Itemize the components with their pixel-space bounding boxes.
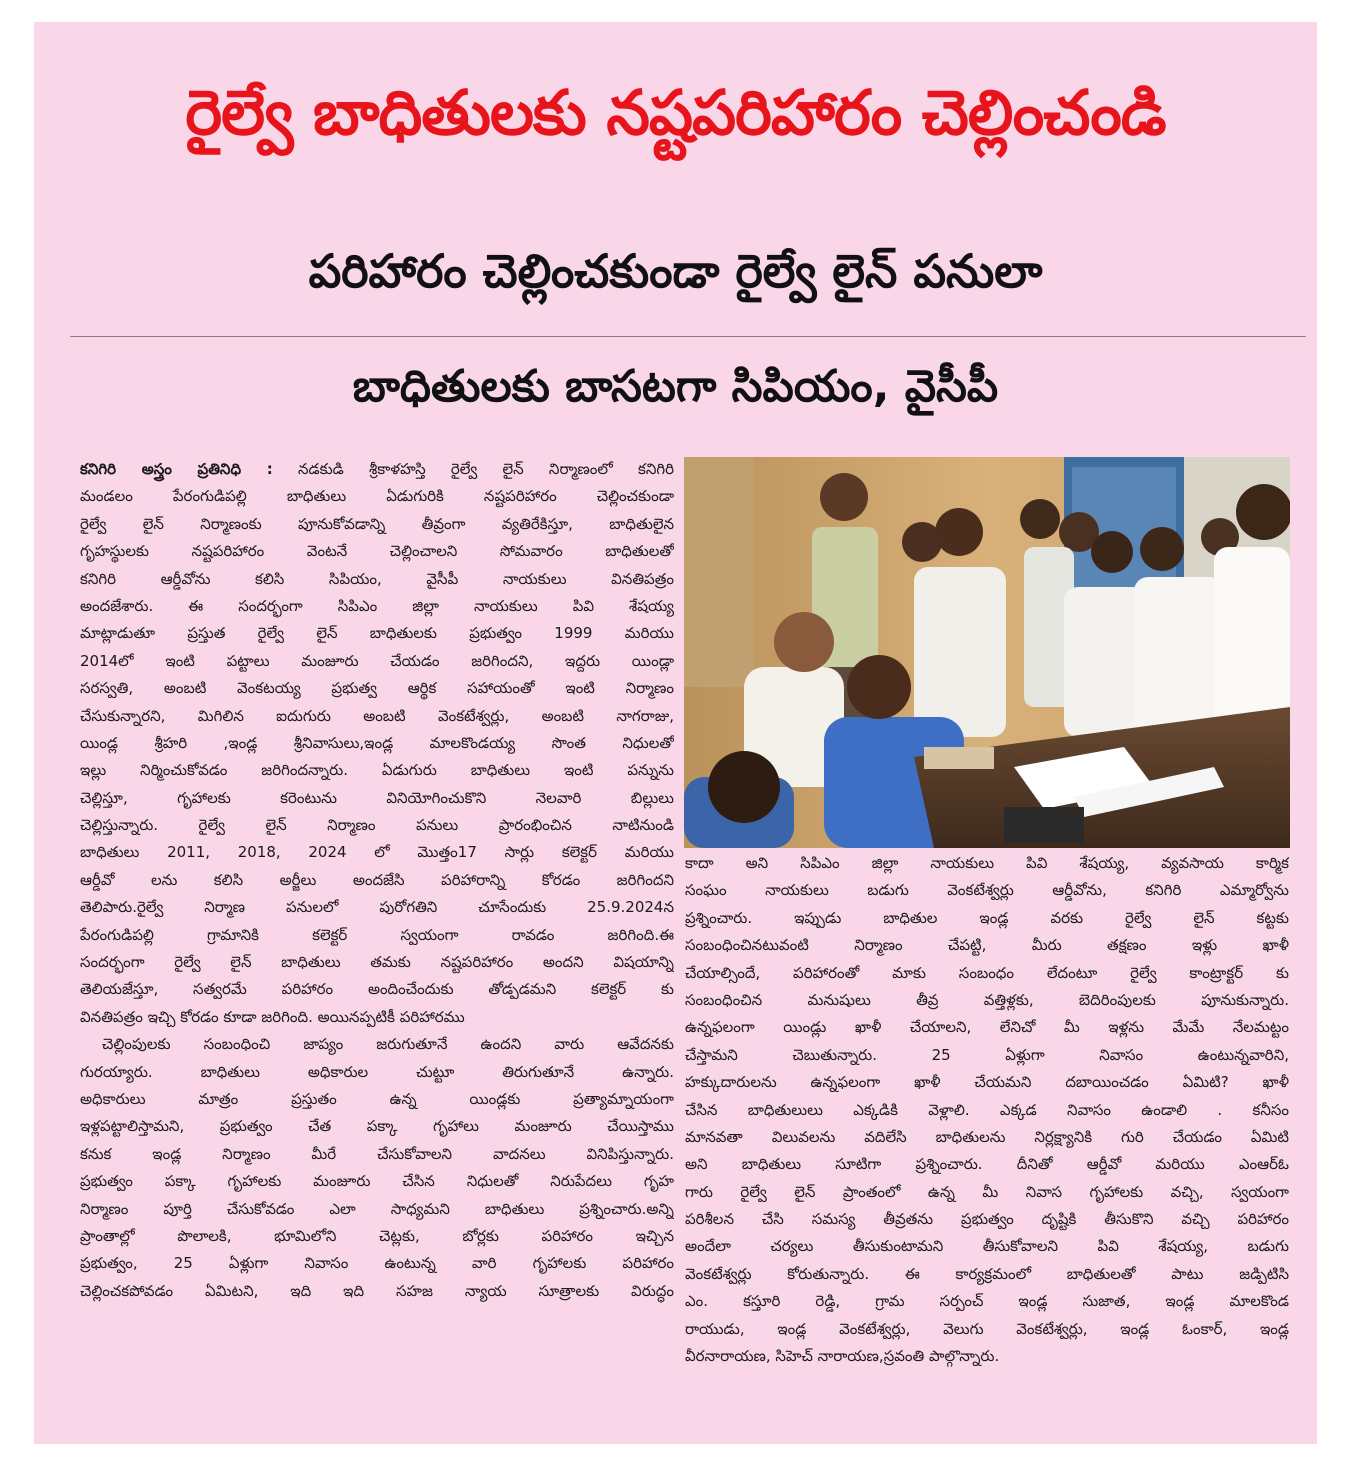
photo-left-wall — [684, 457, 754, 687]
article-line: ప్రశ్నించారు. ఇప్పుడు బాధితుల ఇండ్ల వరకు రైల్వే లైన్ కట్టకు — [685, 908, 1289, 927]
photo-person-head-5 — [1091, 531, 1133, 573]
news-photo — [684, 457, 1290, 848]
article-line: సంబంధించిన మనుషులు తీవ్ర వత్తిళ్లకు, బెదిరింపులకు పూనుకున్నారు. — [685, 990, 1289, 1009]
photo-person-head-9 — [935, 508, 983, 556]
article-line: కాదా అని సిపిఎం జిల్లా నాయకులు పివి శేషయ్య, వ్యవసాయ కార్మిక — [685, 854, 1289, 872]
article-line: యిండ్ల శ్రీహరి ,ఇండ్ల శ్రీనివాసులు,ఇండ్ల మాలకొండయ్య సొంత నిధులతో — [80, 733, 674, 752]
photo-person-head — [820, 473, 868, 521]
article-first-line — [80, 456, 674, 483]
photo-illustration — [684, 457, 1290, 848]
article-line: అందేలా చర్యలు తీసుకుంటామని తీసుకోవాలని పివి శేషయ్య, బడుగు — [685, 1237, 1289, 1256]
article-line: గురయ్యారు. బాధితులు అధికారుల చుట్టూ తిరుగుతూనే ఉన్నారు. — [80, 1062, 674, 1081]
article-line: ఎం. కస్తూరి రెడ్డి, గ్రామ సర్పంచ్ ఇండ్ల సుజాత, ఇండ్ల మాలకొండ — [685, 1292, 1289, 1311]
article-line: తెలిపారు.రైల్వే నిర్మాణ పనులలో పురోగతిని చూసేందుకు 25.9.2024న — [80, 898, 674, 917]
photo-blue-shirt-head — [847, 655, 911, 719]
first-line-text: నడకుడి శ్రీకాళహస్తి రైల్వే లైన్ నిర్మాణంలో కనిగిరి — [272, 460, 674, 478]
article-line: కనిగిరి ఆర్డీవోను కలిసి సిపియం, వైసీపీ నాయకులు వినతిపత్రం — [80, 569, 674, 588]
article-line: కనుక ఇండ్ల నిర్మాణం మీరే చేసుకోవాలని వాదనలు వినిపిస్తున్నారు. — [80, 1144, 674, 1163]
article-line: చేసిన బాధితులులు ఎక్కడికి వెళ్లాలి. ఎక్కడ నివాసం ఉండాలి . కనీసం — [685, 1100, 1289, 1119]
byline: కనిగిరి అస్త్రం ప్రతినిధి : — [80, 460, 273, 478]
article-line: 2014లో ఇంటి పట్టాలు మంజూరు చేయడం జరిగిందని, ఇద్దరు యిండ్లా — [80, 651, 674, 670]
article-line: సందర్భంగా రైల్వే లైన్ బాధితులు తమకు నష్టపరిహారం అందని విషయాన్ని — [80, 953, 674, 972]
article-line: మాట్లాడుతూ ప్రస్తుత రైల్వే లైన్ బాధితులకు ప్రభుత్వం 1999 మరియు — [80, 624, 674, 643]
article-line: సరస్వతి, అంబటి వెంకటయ్య ప్రభుత్వ ఆర్థిక సహాయంతో ఇంటి నిర్మాణం — [80, 679, 674, 698]
article-line: చేసుకున్నారని, మిగిలిన ఐదుగురు అంబటి వెంకటేశ్వర్లు, అంబటి నాగరాజు, — [80, 706, 674, 725]
article-line: చెల్లించకపోవడం ఏమిటని, ఇది ఇది సహజ న్యాయ సూత్రాలకు విరుద్ధం — [80, 1281, 674, 1300]
left-text-column — [80, 456, 674, 1305]
article-line: గారు రైల్వే లైన్ ప్రాంతంలో ఉన్న మీ నివాస గృహాలకు వచ్చి, స్వయంగా — [685, 1182, 1289, 1201]
photo-desk-book — [924, 747, 994, 769]
article-line: రాయుడు, ఇండ్ల వెంకటేశ్వర్లు, వెలుగు వెంకటేశ్వర్లు, ఇండ్ల ఓంకార్, ఇండ్ల — [685, 1319, 1289, 1338]
article-line: ఆర్డీవో లను కలిసి అర్జీలు అందజేసి పరిహారాన్ని కోరడం జరిగిందని — [80, 870, 674, 889]
article-line: సంబంధించినటువంటి నిర్మాణం చేపట్టి, మీరు తక్షణం ఇళ్లు ఖాళీ — [685, 936, 1289, 955]
subheadline-2: బాధితులకు బాసటగా సిపియం, వైసీపీ — [352, 361, 999, 412]
article-line: మానవతా విలువలను వదిలేసి బాధితులను నిర్లక్ష్యానికి గురి చేయడం ఏమిటి — [685, 1127, 1289, 1146]
photo-person-head-8 — [1236, 484, 1290, 540]
article-line: ఇల్లు నిర్మించుకోవడం జరిగిందన్నారు. ఏడుగురు బాధితులు ఇంటి పన్నును — [80, 761, 674, 780]
article-line: హక్కుదారులను ఉన్నఫలంగా ఖాళీ చేయమని దబాయించడం ఏమిటి? ఖాళీ — [685, 1073, 1289, 1092]
article-line: ఉన్నఫలంగా యిండ్లు ఖాళీ చేయాలని, లేనిచో మీ ఇళ్లను మేమే నేలమట్టం — [685, 1018, 1289, 1037]
article-line: నిర్మాణం పూర్తి చేసుకోవడం ఎలా సాధ్యమని బాధితులు ప్రశ్నించారు.అన్ని — [80, 1199, 674, 1218]
divider-rule — [70, 336, 1306, 337]
article-line: ప్రభుత్వం పక్కా గృహాలకు మంజూరు చేసిన నిధులతో నిరుపేదలు గృహ — [80, 1172, 674, 1191]
article-line: తెలియజేస్తూ, సత్వరమే పరిహారం అందించేందుకు తోడ్పడమని కలెక్టర్ కు — [80, 980, 674, 999]
article-line: రైల్వే లైన్ నిర్మాణంకు పూనుకోవడాన్ని తీవ్రంగా వ్యతిరేకిస్తూ, బాధితులైన — [80, 514, 674, 533]
article-line: ఇళ్లపట్టాలిస్తామని, ప్రభుత్వం చేత పక్కా గృహాలు మంజూరు చేయిస్తాము — [80, 1117, 674, 1136]
article-line: పేరంగుడిపల్లి గ్రామానికి కలెక్టర్ స్వయంగా రావడం జరిగింది.ఈ — [80, 925, 674, 944]
article-line: అని బాధితులు సూటిగా ప్రశ్నించారు. దీనితో ఆర్డీవో మరియు ఎంఆర్ఓ — [685, 1155, 1289, 1174]
article-line: మండలం పేరంగుడిపల్లి బాధితులు ఏడుగురికి నష్టపరిహారం చెల్లించకుండా — [80, 487, 674, 506]
article-line: వెంకటేశ్వర్లు కోరుతున్నారు. ఈ కార్యక్రమంలో బాధితులతో పాటు జడ్పిటిసి — [685, 1264, 1289, 1283]
photo-white-shirt-1 — [914, 567, 1006, 737]
article-line: బాధితులు 2011, 2018, 2024 లో మొత్తం17 సార్లు కలెక్టర్ మరియు — [80, 843, 674, 862]
article-line: చేస్తామని చెబుతున్నారు. 25 ఏళ్లుగా నివాసం ఉంటున్నవారిని, — [685, 1045, 1289, 1064]
newspaper-clipping — [34, 22, 1317, 1444]
photo-notebook — [1004, 807, 1084, 843]
right-text-column — [685, 850, 1289, 1370]
article-line: చెల్లిస్తున్నారు. రైల్వే లైన్ నిర్మాణం పనులు ప్రారంభించిన నాటినుండి — [80, 816, 674, 835]
article-line: చెల్లింపులకు సంబంధించి జాప్యం జరుగుతూనే ఉందని వారు ఆవేదనకు — [102, 1035, 674, 1054]
article-line: చేయాల్సిందే, పరిహారంతో మాకు సంబంధం లేదంటూ రైల్వే కాంట్రాక్టర్ కు — [685, 963, 1289, 982]
article-line: వినతిపత్రం ఇచ్చి కోరడం కూడా జరిగింది. అయినప్పటికీ పరిహారము — [80, 1007, 465, 1026]
photo-foreground-head — [708, 751, 780, 823]
article-line: గృహస్థులకు నష్టపరిహారం వెంటనే చెల్లించాలని సోమవారం బాధితులతో — [80, 542, 674, 561]
article-line: అధికారులు మాత్రం ప్రస్తుతం ఉన్న యిండ్లకు ప్రత్యామ్నాయంగా — [80, 1089, 674, 1108]
article-line: వీరనారాయణ, సిహెచ్ నారాయణ,స్రవంతి పాల్గొన్నారు. — [685, 1347, 1000, 1366]
headline: రైల్వే బాధితులకు నష్టపరిహారం చెల్లించండి — [185, 76, 1166, 149]
photo-seated-man-head — [774, 612, 834, 672]
article-line: ప్రభుత్వం, 25 ఏళ్లుగా నివాసం ఉంటున్న వారి గృహాలకు పరిహారం — [80, 1254, 674, 1273]
subheadline-1: పరిహారం చెల్లించకుండా రైల్వే లైన్ పనులా — [308, 244, 1043, 298]
article-line: చెల్లిస్తూ, గృహాలకు కరెంటును వినియోగించుకొని నెలవారి బిల్లులు — [80, 788, 674, 807]
article-line: అందజేశారు. ఈ సందర్భంగా సిపిఎం జిల్లా నాయకులు పివి శేషయ్య — [80, 596, 674, 615]
article-line: సంఘం నాయకులు బడుగు వెంకటేశ్వర్లు ఆర్డీవోను, కనిగిరి ఎమ్మార్వోను — [685, 881, 1289, 900]
article-line: ప్రాంతాల్లో పొలాలకి, భూమిలోని చెట్లకు, బోర్లకు పరిహారం ఇచ్చిన — [80, 1226, 674, 1245]
article-line: పరిశీలన చేసి సమస్య తీవ్రతను ప్రభుత్వం దృష్టికి తీసుకొని వచ్చి పరిహారం — [685, 1210, 1289, 1229]
photo-person-head-6 — [1140, 527, 1184, 571]
photo-person-head-3 — [1020, 499, 1060, 539]
